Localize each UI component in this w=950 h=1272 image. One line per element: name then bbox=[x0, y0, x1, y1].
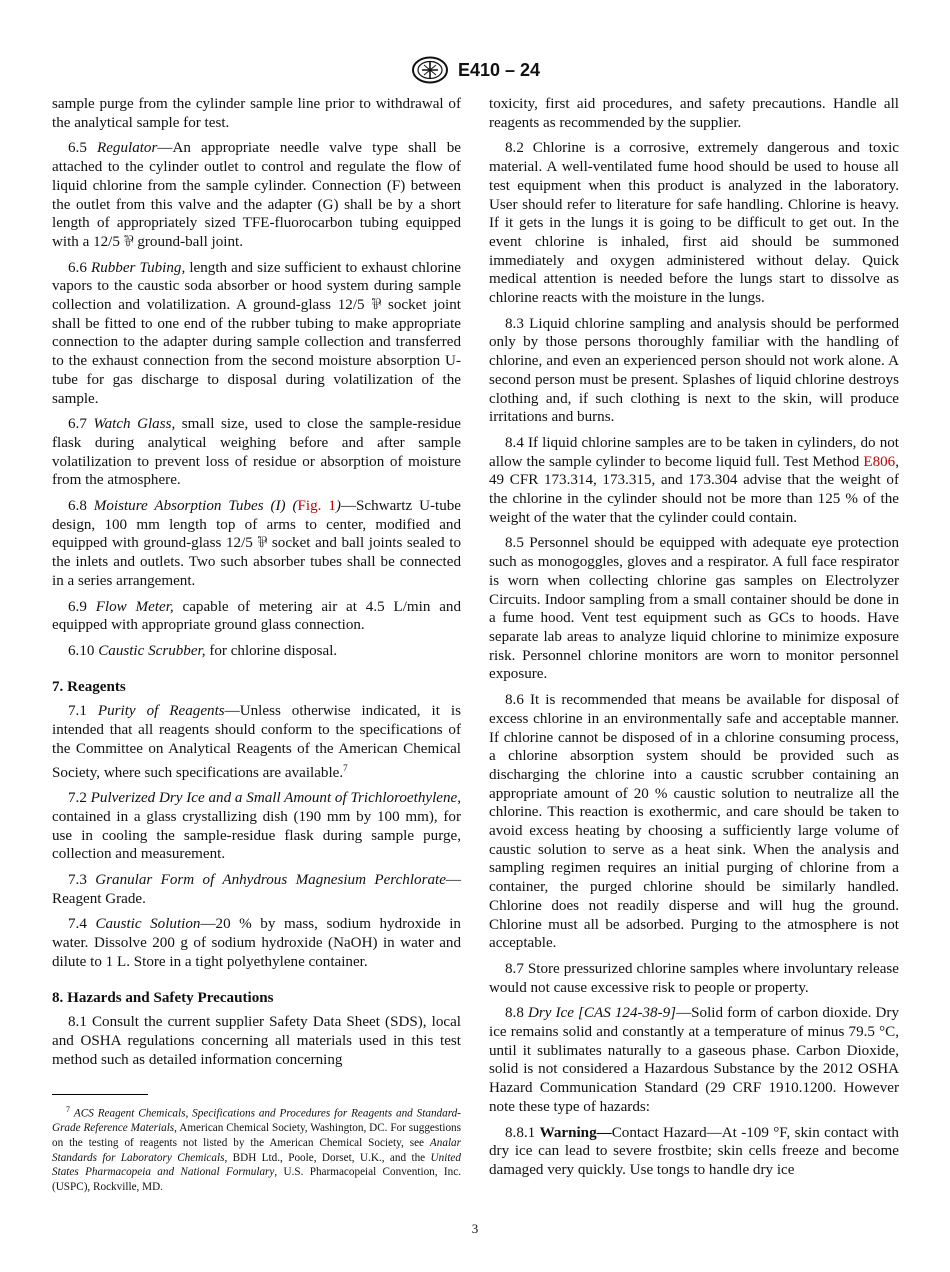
footnote-ref[interactable]: 7 bbox=[343, 762, 348, 773]
figure-1-link[interactable]: Fig. 1 bbox=[297, 498, 336, 515]
section-7-4: 7.4 Caustic Solution—20 % by mass, sodium hydroxide in water. Dissolve 200 g of sodium hydroxide (NaOH) in water and dilute to 1 L. Store in a tight polyethylene container. bbox=[52, 916, 461, 970]
section-8-8: 8.8 Dry Ice [CAS 124-38-9]—Solid form of carbon dioxide. Dry ice remains solid and constantly at a temperature of minus 79.5 °C, until it sublimates naturally to a gaseous phase. Carbon Dioxide, solid is not considered a Hazardous Substance by the 2012 OSHA Hazard Communication Standard (29 CRF 1910.1200. However note these type of hazards: bbox=[489, 1005, 899, 1115]
e806-link[interactable]: E806 bbox=[863, 453, 896, 470]
section-8-2: 8.2 Chlorine is a corrosive, extremely dangerous and toxic material. A well-ventilated fume hood should be used to house all test equipment when this product is analyzed in the laboratory. User should refer to literature for safe handling. Chlorine is heavy. If it gets in the lungs it is going to be difficult to get out. In the event chlorine is inhaled, first aid should be summoned immediately and oxygen administered without delay. Quick medical attention is needed before the lungs start to dissolve as chlorine reacts with the moisture in the lungs. bbox=[489, 140, 899, 307]
paragraph-continued: toxicity, first aid procedures, and safety precautions. Handle all reagents as recommended by the supplier. bbox=[489, 96, 899, 131]
section-7-2: 7.2 Pulverized Dry Ice and a Small Amount of Trichloroethylene, contained in a glass crystallizing dish (190 mm by 100 mm), for use in cooling the sample-residue flask during sample purge, collection and measurement. bbox=[52, 790, 461, 863]
page-number: 3 bbox=[471, 1221, 479, 1236]
section-8-1: 8.1 Consult the current supplier Safety Data Sheet (SDS), local and OSHA regulations concerning all materials used in this test method such as detailed information concerning bbox=[52, 1014, 461, 1068]
section-8-6: 8.6 It is recommended that means be available for disposal of excess chlorine in an environmentally safe and acceptable manner. If chlorine cannot be disposed of in a chlorine consuming process, a chlorine absorption system should be provided such as discharging the chlorine into a caustic scrubber containing an appropriate amount of 20 % caustic solution to neutralize all the chlorine. This reaction is exothermic, and care should be taken to avoid excess heating by choosing a sufficiently large volume of caustic solution to serve as a heat sink. When the analysis and sampling regimen requires an initial purging of chlorine from a container, the purged chlorine should be similarly handled. Chlorine does not readily disperse and will hug the ground. Chlorine must all be adsorbed. Purging to the atmosphere is not acceptable. bbox=[489, 692, 899, 952]
document-designation: E410 – 24 bbox=[457, 59, 541, 80]
left-column bbox=[52, 95, 461, 1076]
paragraph-continued: sample purge from the cylinder sample line prior to withdrawal of the analytical sample for test. bbox=[52, 96, 461, 131]
section-8-7: 8.7 Store pressurized chlorine samples where involuntary release would not cause excessive risk to people or property. bbox=[489, 960, 899, 996]
section-7-1: 7.1 Purity of Reagents—Unless otherwise indicated, it is intended that all reagents should conform to the specifications of the Committee on Analytical Reagents of the American Chemical Society, where such specifications are available.$^7$ bbox=[52, 703, 461, 781]
right-column bbox=[489, 95, 899, 1187]
footnote-7: $^7$ ACS Reagent Chemicals, Specifications and Procedures for Reagents and Standard-Grade Reference Materials, American Chemical Society, Washington, DC. For suggestions on the testing of reagents not listed by the American Chemical Society, see Analar Standards for Laboratory Chemicals, BDH Ltd., Poole, Dorset, U.K., and the United States Pharmacopeia and National Formulary, U.S. Pharmacopeial Convention, Inc. (USPC), Rockville, MD. bbox=[52, 1105, 461, 1193]
section-6-9: 6.9 Flow Meter, capable of metering air at 4.5 L/min and equipped with appropriate ground glass connection. bbox=[52, 598, 461, 634]
section-6-6: 6.6 Rubber Tubing, length and size sufficient to exhaust chlorine vapors to the caustic soda absorber or hood system during sample collection and volatilization. A ground-glass 12/5 ⅌ socket joint shall be fitted to one end of the rubber tubing to make appropriate connection to the adapter during sample collection and transferred to the exhaust connection from the second moisture absorption U-tube for gas discharge to disposal during volatilization of the sample. bbox=[52, 259, 461, 407]
section-8-5: 8.5 Personnel should be equipped with adequate eye protection such as monogoggles, gloves and a respirator. A full face respirator is worn when collecting chlorine gas samples on Electrolyzer Circuits. Indoor sampling from a small container should be done in a fume hood. Vent test equipment such as GCs to hoods. Have separate lab areas to analyze liquid chlorine to minimize exposure risk. Personnel chlorine monitors are worn to monitor personnel exposure. bbox=[489, 535, 900, 683]
section-8-4: 8.4 If liquid chlorine samples are to be taken in cylinders, do not allow the sample cylinder to become liquid full. Test Method E806, 49 CFR 173.314, 173.315, and 173.304 advise that the weight of the chlorine in the cylinder should not be more than 125 % of the weight of the water that the cylinder could contain. bbox=[489, 434, 899, 526]
page-header bbox=[0, 56, 950, 84]
section-heading-hazards: 8. Hazards and Safety Precautions bbox=[52, 989, 274, 1006]
section-heading-reagents: 7. Reagents bbox=[52, 678, 126, 695]
section-8-3: 8.3 Liquid chlorine sampling and analysis should be performed only by those persons thoroughly familiar with the handling of chlorine, and even an experienced person should not work alone. A second person must be present. Splashes of liquid chlorine destroys clothing and, if such clothing is next to the skin, will produce irritations and burns. bbox=[489, 315, 899, 426]
section-6-10: 6.10 Caustic Scrubber, for chlorine disposal. bbox=[68, 642, 338, 659]
section-6-5: 6.5 Regulator—An appropriate needle valve type shall be attached to the cylinder outlet to control and regulate the flow of liquid chlorine from the sample cylinder. Connection (F) between the outlet from this valve and the adapter (G) shall be by a short length of appropriately sized TFE-fluorocarbon tubing equipped with a 12/5 ⅌ ground-ball joint. bbox=[52, 140, 462, 250]
section-8-8-1: 8.8.1 Warning—Contact Hazard—At -109 °F, skin contact with dry ice can lead to severe frostbite; skin cells freeze and become damaged very quickly. Use tongs to handle dry ice bbox=[489, 1124, 899, 1178]
section-7-3: 7.3 Granular Form of Anhydrous Magnesium Perchlorate—Reagent Grade. bbox=[52, 872, 461, 907]
section-6-7: 6.7 Watch Glass, small size, used to close the sample-residue flask during analytical weighing before and after sample volatilization to prevent loss of residue or absorption of moisture from the atmosphere. bbox=[52, 416, 461, 489]
section-6-8: 6.8 Moisture Absorption Tubes (I) (Fig. 1)—Schwartz U-tube design, 100 mm length top of arms to center, modified and equipped with ground-glass 12/5 ⅌ socket and ball joints sealed to the inlets and outlets. Two such absorber tubes shall be connected in a series arrangement. bbox=[52, 498, 462, 589]
footnote-divider bbox=[52, 1094, 148, 1095]
astm-logo-icon bbox=[410, 56, 450, 84]
